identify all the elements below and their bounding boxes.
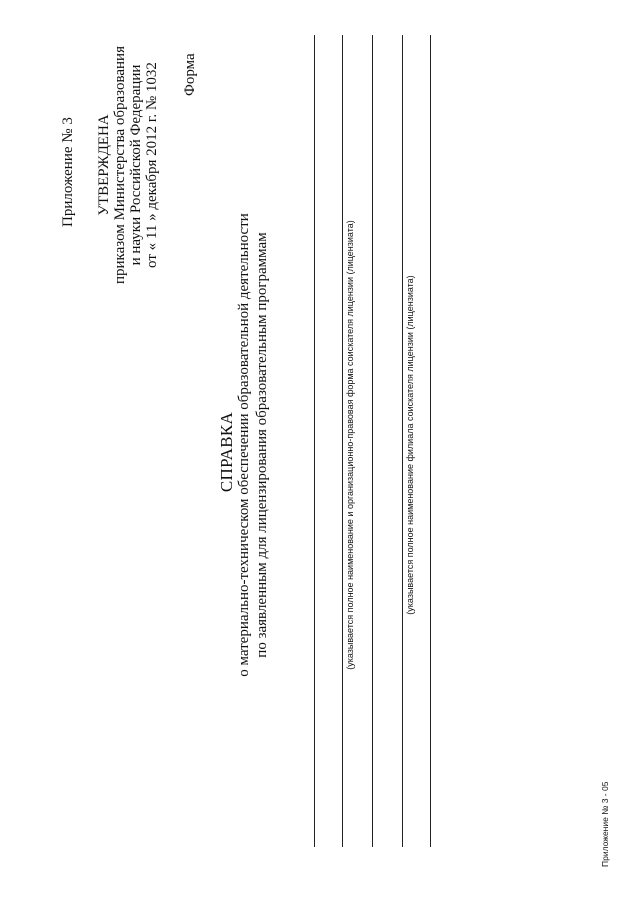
approval-line-1: приказом Министерства образования: [112, 46, 128, 284]
field-1-caption: (указывается полное наименование и организационно-правовая форма соискателя лицензии (лицензиата): [345, 220, 355, 670]
document-subtitle: [235, 205, 271, 685]
document-title: СПРАВКА: [217, 411, 236, 493]
approval-heading: УТВЕРЖДЕНА: [96, 114, 112, 216]
approval-line-2: и науки Российской Федерации: [128, 64, 144, 266]
approval-line-3: от « 11 » декабря 2012 г. № 1032: [144, 62, 160, 268]
field-2-line-b[interactable]: [402, 35, 403, 847]
form-label: Форма: [182, 53, 198, 96]
field-1-line-b[interactable]: [342, 35, 343, 847]
field-1-line-a[interactable]: [314, 35, 315, 847]
field-2-caption: (указывается полное наименование филиала соискателя лицензии (лицензиата): [405, 275, 415, 615]
field-2-line-a[interactable]: [372, 35, 373, 847]
approval-block: [96, 45, 160, 285]
field-3-line[interactable]: [430, 35, 431, 847]
subtitle-line-2: по заявленным для лицензирования образовательным программам: [254, 232, 270, 658]
subtitle-line-1: о материально-техническом обеспечении образовательной деятельности: [236, 213, 252, 677]
appendix-label: Приложение № 3: [60, 117, 76, 227]
page-footer-label: Приложение № 3 - 05: [600, 781, 610, 867]
